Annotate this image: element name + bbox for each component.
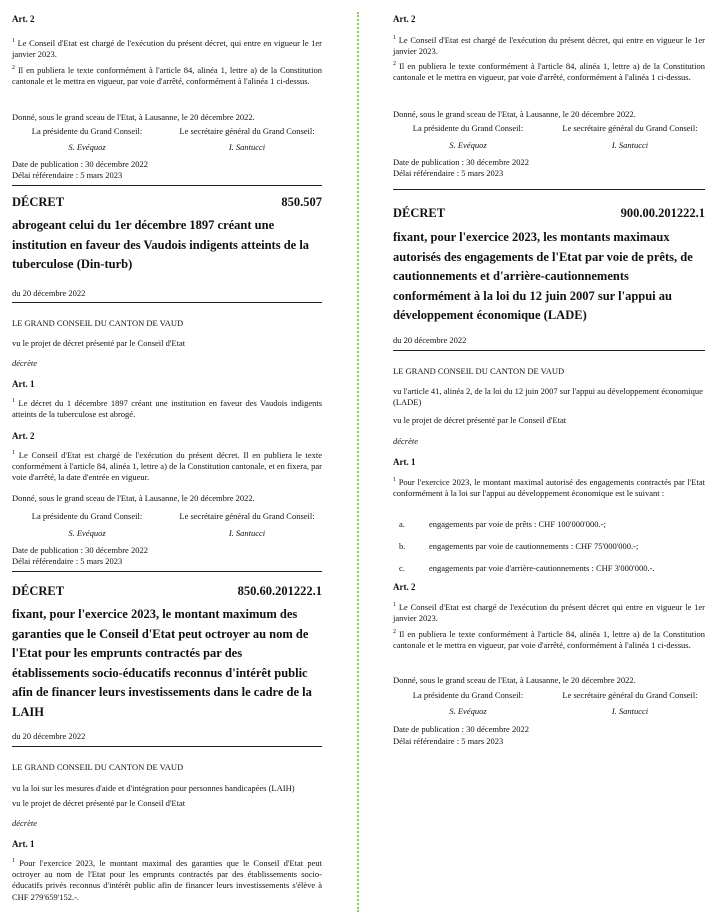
decree-header (12, 584, 322, 599)
council-heading: LE GRAND CONSEIL DU CANTON DE VAUD (12, 318, 184, 328)
decrete-line: décrète (393, 436, 419, 446)
paragraph: $^1$ Le décret du 1 décembre 1897 créant une institution en faveur des Vaudois indigents atteints de la tuberculose est abrogé. (12, 398, 323, 420)
paragraph: $^2$ Il en publiera le texte conformément à l'article 84, alinéa 1, lettre a) de la Constitution cantonale et le mettra en vigueur, par voie d'arrêté, conformément à l'alinéa 1 ci-dessus. (12, 65, 323, 87)
left-top-section (12, 14, 322, 24)
referendum-deadline: Délai référendaire : 5 mars 2023 (12, 170, 123, 180)
signature-names: S. Evéquoz I. Santucci (68, 528, 266, 538)
art-heading: Art. 1 (12, 379, 35, 389)
decree-number: 850.507 (281, 195, 322, 209)
decree-header (393, 206, 705, 221)
signature-roles: La présidente du Grand Conseil: Le secrétaire général du Grand Conseil: (412, 690, 698, 700)
vu-line: vu la loi sur les mesures d'aide et d'intégration pour personnes handicapées (LAIH) (12, 783, 295, 793)
vu-line: vu le projet de décret présenté par le Conseil d'Etat (12, 798, 186, 808)
signature-names: S. Evéquoz I. Santucci (449, 140, 649, 150)
signature-roles: La présidente du Grand Conseil: Le secrétaire général du Grand Conseil: (31, 126, 315, 136)
paragraph: $^1$ Le Conseil d'Etat est chargé de l'exécution du présent décret, qui entre en vigueur le 1er janvier 2023. (393, 35, 705, 57)
decree-title: fixant, pour l'exercice 2023, le montant maximum des garanties que le Conseil d'Etat peut octroyer au nom de l'Etat pour les emprunts contractés par des établissements socio-éducatifs reconnus d'intérêt public afin de financer leurs investissements dans le cadre de la LAIH (12, 607, 312, 719)
decree-keyword: DÉCRET (12, 584, 65, 598)
vu-line: vu le projet de décret présenté par le Conseil d'Etat (393, 415, 567, 425)
signature-roles: La présidente du Grand Conseil: Le secrétaire général du Grand Conseil: (31, 511, 315, 521)
art-heading: Art. 1 (393, 457, 416, 467)
decree-date: du 20 décembre 2022 (393, 335, 467, 345)
given-line: Donné, sous le grand sceau de l'Etat, à Lausanne, le 20 décembre 2022. (393, 109, 636, 119)
section-rule (12, 185, 322, 186)
art-heading: Art. 2 (12, 431, 35, 441)
vu-line: vu l'article 41, alinéa 2, de la loi du 12 juin 2007 sur l'appui au développement économique (LADE) (393, 386, 703, 408)
paragraph: $^1$ Le Conseil d'Etat est chargé de l'exécution du présent décret. Il en publiera le texte conformément à l'article 84, alinéa 1, lettre a) de la Constitution cantonale, et en fixera, par voie d'arrêté, la date d'entrée en vigueur. (12, 450, 323, 483)
art-heading: Art. 2 (393, 14, 416, 24)
section-rule (12, 746, 322, 747)
referendum-deadline: Délai référendaire : 5 mars 2023 (393, 736, 504, 746)
decree-title: abrogeant celui du 1er décembre 1897 créant une institution en faveur des Vaudois indigents atteints de la tuberculose (Din-turb) (12, 218, 310, 272)
art-heading: Art. 1 (12, 839, 35, 849)
referendum-deadline: Délai référendaire : 5 mars 2023 (12, 556, 123, 566)
given-line: Donné, sous le grand sceau de l'Etat, à Lausanne, le 20 décembre 2022. (12, 493, 255, 503)
paragraph: $^2$ Il en publiera le texte conformément à l'article 84, alinéa 1, lettre a) de la Constitution cantonale et le mettra en vigueur, par voie d'arrêté, conformément à l'alinéa 1 ci-dessus. (393, 629, 706, 651)
column-divider (357, 12, 359, 912)
referendum-deadline: Délai référendaire : 5 mars 2023 (393, 168, 504, 178)
decrete-line: décrète (12, 358, 38, 368)
paragraph: $^1$ Le Conseil d'Etat est chargé de l'exécution du présent décret, qui entre en vigueur le 1er janvier 2023. (12, 38, 322, 60)
publication-date: Date de publication : 30 décembre 2022 (393, 157, 529, 167)
council-heading: LE GRAND CONSEIL DU CANTON DE VAUD (12, 762, 184, 772)
decree-date: du 20 décembre 2022 (12, 731, 86, 741)
signature-names: S. Evéquoz I. Santucci (449, 706, 649, 716)
section-rule (12, 571, 322, 572)
publication-date: Date de publication : 30 décembre 2022 (12, 159, 148, 169)
list-item: c. engagements par voie d'arrière-cautionnements : CHF 3'000'000.-. (399, 563, 655, 573)
art-heading: Art. 2 (393, 582, 416, 592)
decree-date: du 20 décembre 2022 (12, 288, 86, 298)
section-rule (393, 189, 705, 190)
decrete-line: décrète (12, 818, 38, 828)
paragraph: $^1$ Le Conseil d'Etat est chargé de l'exécution du présent décret qui entre en vigueur le 1er janvier 2023. (393, 602, 706, 624)
decree-number: 850.60.201222.1 (237, 584, 322, 598)
list-item: b. engagements par voie de cautionnements : CHF 75'000'000.-; (399, 541, 639, 551)
given-line: Donné, sous le grand sceau de l'Etat, à Lausanne, le 20 décembre 2022. (393, 675, 636, 685)
publication-date: Date de publication : 30 décembre 2022 (393, 724, 529, 734)
section-rule (12, 302, 322, 303)
decree-keyword: DÉCRET (393, 206, 446, 220)
given-line: Donné, sous le grand sceau de l'Etat, à Lausanne, le 20 décembre 2022. (12, 112, 255, 122)
decree-keyword: DÉCRET (12, 195, 65, 209)
signature-roles: La présidente du Grand Conseil: Le secrétaire général du Grand Conseil: (412, 123, 698, 133)
list-item: a. engagements par voie de prêts : CHF 100'000'000.-; (399, 519, 606, 529)
paragraph: $^1$ Pour l'exercice 2023, le montant maximal autorisé des engagements contractés par l'Etat conformément à la loi sur l'appui au développement économique est le suivant : (393, 477, 705, 499)
art-heading: Art. 2 (12, 14, 35, 24)
decree-number: 900.00.201222.1 (620, 206, 705, 220)
paragraph: $^2$ Il en publiera le texte conformément à l'article 84, alinéa 1, lettre a) de la Constitution cantonale et le mettra en vigueur, par voie d'arrêté, conformément à l'alinéa 1 ci-dessus. (393, 61, 706, 83)
decree-title: fixant, pour l'exercice 2023, les montants maximaux autorisés des engagements de l'Etat par voie de prêts, de cautionnements et d'arrière-cautionnements conformément à la loi du 12 juin 2007 sur l'appui au développement économique (LADE) (393, 230, 693, 323)
vu-line: vu le projet de décret présenté par le Conseil d'Etat (12, 338, 186, 348)
paragraph: $^1$ Pour l'exercice 2023, le montant maximal des garanties que le Conseil d'Etat peut octroyer au nom de l'Etat pour les emprunts contractés par des établissements socio-éducatifs privés reconnus d'intérêt public afin de financer leurs investissements s'élève à CHF 279'659'152.-. (12, 858, 323, 902)
signature-names: S. Evéquoz I. Santucci (68, 142, 266, 152)
council-heading: LE GRAND CONSEIL DU CANTON DE VAUD (393, 366, 565, 376)
decree-header (12, 195, 322, 210)
publication-date: Date de publication : 30 décembre 2022 (12, 545, 148, 555)
section-rule (393, 350, 705, 351)
